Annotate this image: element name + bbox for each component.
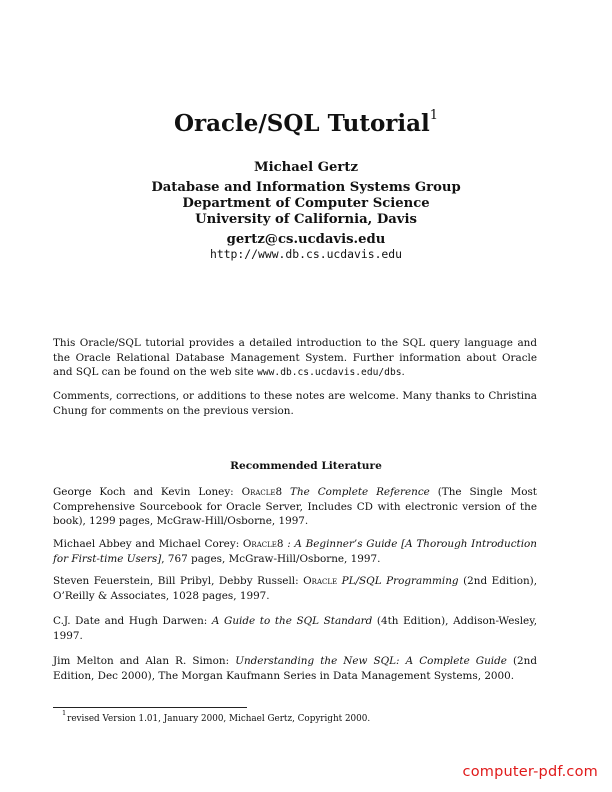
literature-entry <box>53 614 537 643</box>
entry-title: : A Beginner’s Guide [A Thorough Introduction for First-time Users] <box>53 538 537 565</box>
author-name: Michael Gertz <box>254 160 358 175</box>
entry-title: PL/SQL Programming <box>337 575 459 587</box>
entry-details: (2nd Edition, Dec 2000), The Morgan Kaufmann Series in Data Management Systems, 2000. <box>53 655 538 682</box>
literature-entry <box>53 574 537 603</box>
footnote-text: revised Version 1.01, January 2000, Michael Gertz, Copyright 2000. <box>67 713 371 724</box>
entry-brand: Oracle <box>303 575 338 587</box>
entry-authors: Steven Feuerstein, Bill Pribyl, Debby Russell: <box>53 575 304 587</box>
author-email: gertz@cs.ucdavis.edu <box>226 232 386 247</box>
entry-authors: George Koch and Kevin Loney: <box>53 486 242 498</box>
entry-title: The Complete Reference <box>282 486 430 498</box>
author-group: Database and Information Systems Group <box>151 180 461 195</box>
intro-end: . <box>401 366 405 379</box>
comments-paragraph: Comments, corrections, or additions to these notes are welcome. Many thanks to Christina Chung for comments on the previous version. <box>53 390 537 417</box>
entry-brand: Oracle8 <box>242 538 284 550</box>
entry-authors: Jim Melton and Alan R. Simon: <box>53 655 236 667</box>
entry-authors: Michael Abbey and Michael Corey: <box>53 538 243 550</box>
literature-entry <box>53 537 537 566</box>
author-department: Department of Computer Science <box>182 196 430 211</box>
literature-entry <box>53 654 537 683</box>
entry-details: , 767 pages, McGraw-Hill/Osborne, 1997. <box>161 552 381 565</box>
title-footnote-mark: 1 <box>429 108 439 124</box>
footnote <box>62 709 370 725</box>
footnote-divider <box>53 707 247 708</box>
title-text: Oracle/SQL Tutorial <box>173 110 430 137</box>
intro-paragraph <box>53 336 537 381</box>
entry-title: Understanding the New SQL: A Complete Guide <box>235 655 507 667</box>
footnote-mark: 1 <box>62 709 67 717</box>
intro-url: www.db.cs.ucdavis.edu/dbs <box>257 367 402 379</box>
watermark: computer-pdf.com <box>462 764 598 780</box>
literature-heading: Recommended Literature <box>230 460 382 472</box>
entry-details: (The Single Most Comprehensive Sourcebook for Oracle Server, Includes CD with electronic version of the book), 1299 pages, McGraw-Hill/Osborne, 1997. <box>53 486 537 528</box>
intro-text: This Oracle/SQL tutorial provides a detailed introduction to the SQL query language and the Oracle Relational Database Management System. Further information about Oracle and SQL can be found on the web site <box>53 337 537 379</box>
entry-details: (4th Edition), Addison-Wesley, 1997. <box>53 615 538 642</box>
entry-title: A Guide to the SQL Standard <box>211 615 373 627</box>
entry-details: (2nd Edition), O’Reilly & Associates, 1028 pages, 1997. <box>53 575 538 602</box>
page-title <box>0 110 612 137</box>
entry-authors: C.J. Date and Hugh Darwen: <box>53 615 212 627</box>
author-homepage: http://www.db.cs.ucdavis.edu <box>209 247 403 261</box>
author-university: University of California, Davis <box>195 212 417 227</box>
literature-entry <box>53 485 537 529</box>
entry-brand: Oracle8 <box>241 486 283 498</box>
